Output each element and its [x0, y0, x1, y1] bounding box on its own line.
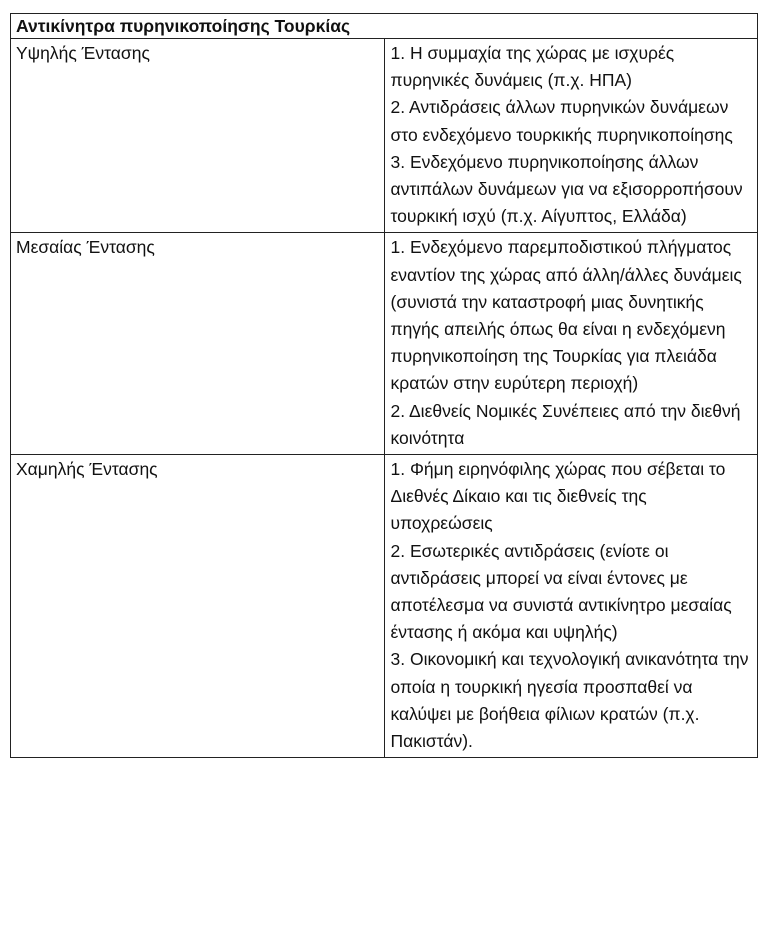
list-item: 2. Εσωτερικές αντιδράσεις (ενίοτε οι αντιδράσεις μπορεί να είναι έντονες με αποτέλεσμα να συνιστά αντικίνητρο μεσαίας έντασης ή ακόμα και υψηλής): [390, 540, 732, 643]
list-item: 2. Διεθνείς Νομικές Συνέπειες από την διεθνή κοινότητα: [390, 400, 741, 448]
list-item: 2. Αντιδράσεις άλλων πυρηνικών δυνάμεων στο ενδεχόμενο τουρκικής πυρηνικοποίησης: [390, 97, 733, 145]
table-title-row: [11, 14, 758, 39]
table-row-low-intensity: [11, 455, 758, 758]
list-item: 1. Ενδεχόμενο παρεμποδιστικού πλήγματος εναντίον της χώρας από άλλη/άλλες δυνάμεις (συνιστά την καταστροφή μιας δυνητικής πηγής απειλής όπως θα είναι η ενδεχόμενη πυρηνικοποίηση της Τουρκίας για πλειάδα κρατών στην ευρύτερη περιοχή): [390, 237, 742, 394]
list-item: 1. Η συμμαχία της χώρας με ισχυρές πυρηνικές δυνάμεις (π.χ. ΗΠΑ): [390, 43, 675, 91]
level-label-high: Υψηλής Έντασης: [11, 39, 385, 233]
level-label-low: Χαμηλής Έντασης: [11, 455, 385, 758]
items-cell-medium: [384, 233, 758, 455]
disincentives-table: [10, 13, 758, 758]
list-item: 3. Ενδεχόμενο πυρηνικοποίησης άλλων αντιπάλων δυνάμεων για να εξισορροπήσουν τουρκική ισχύ (π.χ. Αίγυπτος, Ελλάδα): [390, 151, 743, 227]
disincentives-table-container: [10, 13, 758, 758]
table-row-medium-intensity: [11, 233, 758, 455]
items-cell-low: [384, 455, 758, 758]
list-item: 1. Φήμη ειρηνόφιλης χώρας που σέβεται το Διεθνές Δίκαιο και τις διεθνείς της υποχρεώσεις: [390, 459, 726, 534]
table-row-high-intensity: [11, 39, 758, 233]
level-label-medium: Μεσαίας Έντασης: [11, 233, 385, 455]
table-title: Αντικίνητρα πυρηνικοποίησης Τουρκίας: [11, 14, 758, 39]
items-cell-high: [384, 39, 758, 233]
list-item: 3. Οικονομική και τεχνολογική ανικανότητα την οποία η τουρκική ηγεσία προσπαθεί να καλύψει με βοήθεια φίλιων κρατών (π.χ. Πακιστάν).: [390, 649, 749, 752]
